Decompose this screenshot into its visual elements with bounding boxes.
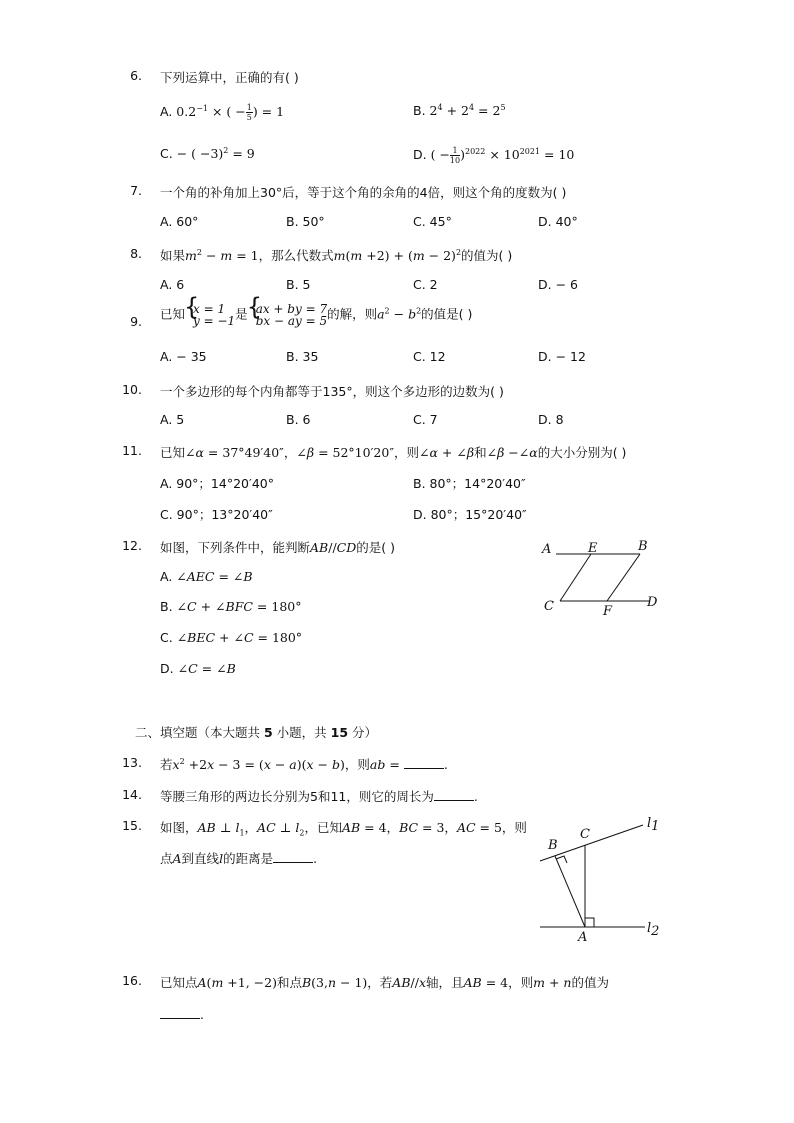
q8-number: 8. [130,246,142,261]
q7-option-a: A. 60° [160,214,199,229]
q9-option-d: D. − 12 [538,349,586,364]
section-heading-fill-in: 二、填空题（本大题共 5 小题，共 15 分） [135,725,378,740]
segment-ab [555,856,585,927]
q12-option-c: C. ∠BEC + ∠C = 180° [160,630,303,645]
q8-option-d: D. − 6 [538,277,578,292]
label-a: A [578,930,588,944]
q8-stem: 如果$m^2 - m = 1$，那么代数式$m(m +2) + (m - 2)^2$的值为( ) [160,247,513,263]
q7-option-c: C. 45° [413,214,452,229]
q12-option-d: D. ∠C = ∠B [160,661,236,676]
q6-number: 6. [130,68,142,83]
q9-system-ab: { ax + by = 7 bx − ay = 5 [248,303,327,327]
right-angle-a [585,918,594,927]
q11-option-d: D. 80°；15°20′40″ [413,507,527,522]
q9-option-c: C. 12 [413,349,446,364]
q15-stem: 如图，AB ⊥ $l_1$，AC ⊥ $l_2$，已知AB = 4，BC = 3，AC = 5，则 [160,820,527,838]
q16-number: 16. [122,973,142,988]
q13-number: 13. [122,755,142,770]
q11-option-c: C. 90°；13°20′40″ [160,507,273,522]
q8-option-a: A. 6 [160,277,185,292]
q7-number: 7. [130,183,142,198]
q10-option-d: D. 8 [538,412,564,427]
q10-option-b: B. 6 [286,412,311,427]
q6-option-d: D. ( − $\frac{1}{10}$ )$^{2022} \times 10^{2021} = 10$ [413,146,575,165]
q14-stem: 等腰三角形的两边长分别为5和11，则它的周长为 . [160,789,478,804]
q16-answer-blank[interactable] [160,1007,200,1019]
q12-option-a: A. ∠AEC = ∠B [160,569,253,584]
q15-figure [535,812,665,944]
q12-figure [530,535,665,620]
q7-option-d: D. 40° [538,214,578,229]
q9-number: 9. [130,314,142,329]
q6-stem: 下列运算中，正确的有( ) [160,70,299,85]
q9-option-a: A. − 35 [160,349,207,364]
q10-number: 10. [122,382,142,397]
q9-system-xy: { x = 1 y = −1 [185,303,235,327]
q10-stem: 一个多边形的每个内角都等于135°，则这个多边形的边数为( ) [160,384,504,399]
label-e: E [588,541,598,556]
q7-stem: 一个角的补角加上30°后，等于这个角的余角的4倍，则这个角的度数为( ) [160,185,567,200]
q8-option-b: B. 5 [286,277,311,292]
q11-stem: 已知∠α = 37°49′40″，∠β = 52°10′20″，则∠α + ∠β和∠β −∠α的大小分别为( ) [160,445,627,460]
q15-answer-blank[interactable] [273,851,313,863]
q13-answer-blank[interactable] [404,757,444,769]
label-c: C [544,599,554,614]
q6-option-b: B. $2^4 + 2^4 = 2^5$ [413,103,506,119]
label-a: A [542,542,552,557]
q6-option-a: A. $0.2^{-1}$ × ( − $\frac{1}{5}$ ) = 1 [160,103,285,122]
q9-stem: 已知{ x = 1 y = −1是{ ax + by = 7 bx − ay = 5的解，则$a^2 - b^2$的值是( ) [160,303,472,327]
label-d: D [647,595,658,610]
q8-option-c: C. 2 [413,277,438,292]
segment-bf [607,554,640,601]
q10-option-a: A. 5 [160,412,185,427]
q15-number: 15. [122,818,142,833]
label-l2: l2 [647,921,660,939]
label-c: C [580,827,590,842]
q15-stem-line2: 点A到直线l的距离是 . [160,851,318,866]
q14-number: 14. [122,787,142,802]
q7-option-b: B. 50° [286,214,325,229]
q6-option-c: C. − ( −3)$^2$ = 9 [160,146,255,162]
label-l1: l1 [647,816,660,834]
q11-option-a: A. 90°；14°20′40° [160,476,274,491]
q12-stem: 如图，下列条件中，能判断AB//CD的是( ) [160,540,395,555]
q11-number: 11. [122,443,142,458]
q10-option-c: C. 7 [413,412,438,427]
q13-stem: 若$x^2 +2x - 3 = (x - a)(x - b)$，则ab = . [160,756,448,772]
q12-number: 12. [122,538,142,553]
q9-option-b: B. 35 [286,349,319,364]
label-b: B [548,838,558,853]
label-f: F [603,604,613,619]
q14-answer-blank[interactable] [434,789,474,801]
label-b: B [638,539,648,554]
segment-ec [560,554,591,601]
q12-option-b: B. ∠C + ∠BFC = 180° [160,599,302,614]
q16-stem: 已知点A(m +1, −2)和点B(3,n − 1)，若AB//x轴，且AB = 4，则m + n的值为 [160,975,609,990]
q16-stem-line2: . [160,1007,204,1022]
q11-option-b: B. 80°；14°20′40″ [413,476,526,491]
